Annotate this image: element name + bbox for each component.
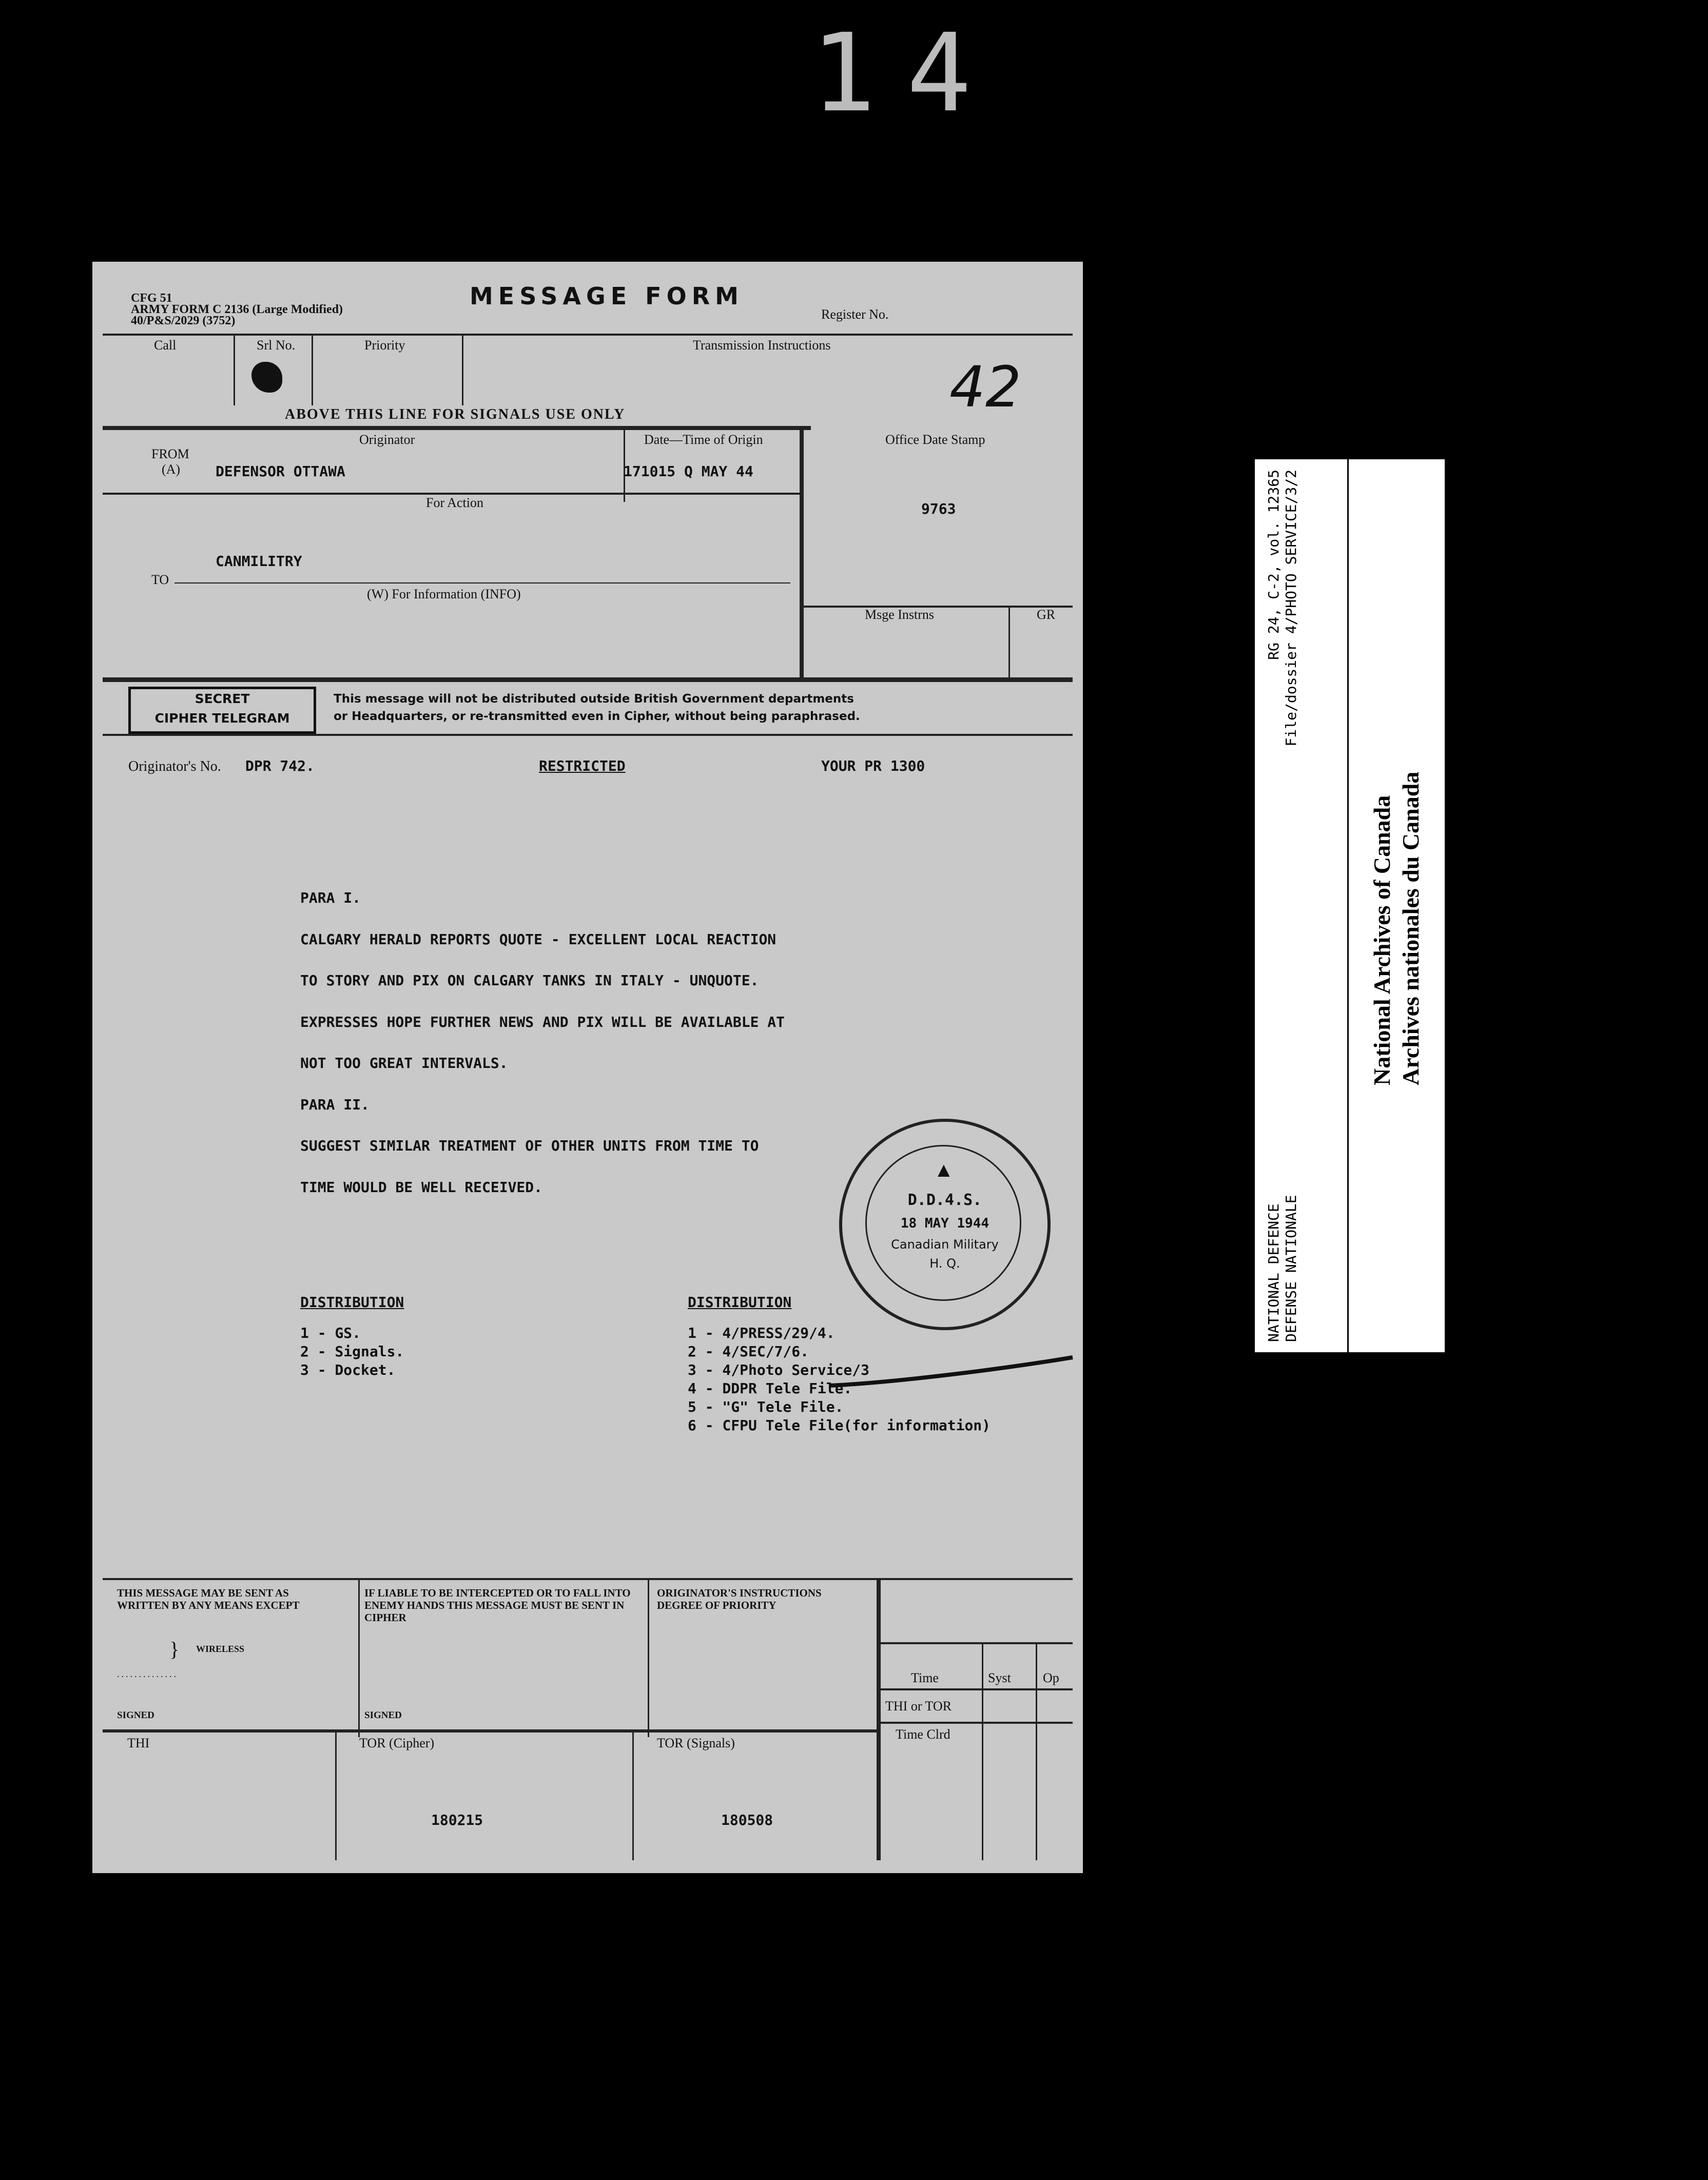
distribution-item: 3 - 4/Photo Service/3 [688,1361,870,1378]
message-line: CALGARY HERALD REPORTS QUOTE - EXCELLENT LOCAL REACTION [300,930,777,948]
divider [335,1732,337,1860]
divider [802,606,1073,608]
originators-no-label: Originator's No. [128,758,221,774]
time-label: Time [911,1670,939,1685]
reference-column [1255,459,1345,1352]
gr-label: GR [1037,607,1056,622]
divider [103,426,811,430]
form-code: ARMY FORM C 2136 (Large Modified) [131,303,343,316]
signed-label: SIGNED [117,1710,154,1721]
divider [358,1578,360,1737]
notice-line: or Headquarters, or re-transmitted even in Cipher, without being paraphrased. [334,710,860,723]
tor-cipher-value: 180215 [431,1812,483,1828]
divider [1008,606,1010,680]
divider [103,334,1073,336]
divider [648,1578,649,1737]
message-form-page [92,262,1083,1873]
archives-text [1368,470,1425,1085]
transmission-label: Transmission Instructions [693,338,831,353]
time-clrd-label: Time Clrd [896,1727,950,1742]
divider [878,1722,1073,1724]
ref-line: File/dossier 4/PHOTO SERVICE/3/2 [1283,470,1299,747]
cipher-telegram-label: CIPHER TELEGRAM [154,711,290,726]
distribution-heading: DISTRIBUTION [688,1294,792,1311]
divider [103,493,801,495]
stamp-org: D.D.4.S. [907,1191,982,1209]
form-codes [131,293,343,326]
secret-cipher-box [128,687,316,734]
dotted-line: .............. [117,1669,178,1679]
divider [103,677,1073,682]
divider [234,334,235,405]
stamp-date: 18 MAY 1944 [900,1216,989,1231]
info-label: (W) For Information (INFO) [367,587,521,601]
distribution-item: 1 - 4/PRESS/29/4. [688,1325,835,1341]
register-no-label: Register No. [821,307,889,322]
distribution-heading: DISTRIBUTION [300,1294,404,1311]
archives-en: National Archives of Canada [1369,795,1395,1085]
archives-column [1350,459,1445,1352]
originator-instructions: ORIGINATOR'S INSTRUCTIONS DEGREE OF PRIORITY [657,1587,822,1611]
form-title: MESSAGE FORM [470,282,744,310]
message-line: TO STORY AND PIX ON CALGARY TANKS IN ITALY - UNQUOTE. [300,972,759,989]
divider [103,1578,1073,1580]
divider [174,582,790,583]
distribution-left [300,1293,404,1379]
defence-fr: DEFENSE NATIONALE [1283,1195,1299,1342]
distribution-item: 2 - 4/SEC/7/6. [688,1343,809,1360]
ink-blot [251,362,282,393]
for-action-label: For Action [426,495,483,510]
date-time-value: 171015 Q MAY 44 [624,463,753,480]
archive-label [1255,459,1445,1352]
divider [1036,1642,1037,1860]
archives-fr: Archives nationales du Canada [1398,771,1424,1085]
thi-label: THI [127,1736,150,1750]
thi-or-tor-label: THI or TOR [885,1699,952,1714]
stamp-line: Canadian Military [891,1237,999,1252]
from-label: FROM [151,446,189,461]
office-stamp-value: 9763 [921,500,956,517]
divider [462,334,463,405]
originator-label: Originator [359,432,415,447]
notice-line: This message will not be distributed outside British Government departments [334,692,854,706]
to-label: TO [151,572,169,587]
to-value: CANMILITRY [216,553,302,570]
wireless-label: WIRELESS [196,1644,245,1654]
stamp-line: H. Q. [929,1256,960,1271]
priority-label: Priority [364,338,405,353]
msge-instrns-label: Msge Instrns [865,607,935,622]
op-label: Op [1043,1670,1059,1685]
distribution-item: 5 - "G" Tele File. [688,1398,844,1415]
distribution-item: 2 - Signals. [300,1343,404,1360]
date-time-label: Date—Time of Origin [644,432,763,447]
message-line: TIME WOULD BE WELL RECEIVED. [300,1178,543,1196]
divider [878,1642,1073,1644]
office-stamp-label: Office Date Stamp [885,432,985,447]
signals-use-line: ABOVE THIS LINE FOR SIGNALS USE ONLY [285,406,626,422]
your-reference: YOUR PR 1300 [821,757,925,774]
message-line: NOT TOO GREAT INTERVALS. [300,1055,508,1072]
frame-number: 14 [811,10,1002,136]
distribution-item: 1 - GS. [300,1325,361,1341]
ref-line: RG 24, C-2, vol. 12365 [1265,470,1282,660]
classification: RESTRICTED [539,757,626,774]
reference-row [1283,470,1300,1342]
divider [632,1732,634,1860]
tor-cipher-label: TOR (Cipher) [359,1736,435,1750]
secret-label: SECRET [195,691,250,706]
divider [312,334,313,405]
stamp-arrow-icon: ▲ [934,1158,954,1181]
distribution-item: 3 - Docket. [300,1361,396,1378]
originators-no-value: DPR 742. [245,757,315,774]
message-line: PARA II. [300,1096,370,1113]
distribution-item: 6 - CFPU Tele File(for information) [688,1417,991,1434]
pen-stroke [826,1347,1083,1393]
divider [103,734,1073,736]
defence-en: NATIONAL DEFENCE [1265,1203,1282,1342]
form-code: 40/P&S/2029 (3752) [131,314,236,327]
srl-no-label: Srl No. [257,338,296,353]
message-line: EXPRESSES HOPE FURTHER NEWS AND PIX WILL BE AVAILABLE AT [300,1013,785,1030]
divider [877,1578,881,1860]
divider [800,426,804,682]
divider [103,1729,878,1733]
from-code: (A) [162,462,181,477]
divider [1347,459,1349,1352]
secret-notice [334,690,860,725]
call-label: Call [154,338,177,353]
message-line: SUGGEST SIMILAR TREATMENT OF OTHER UNITS FROM TIME TO [300,1137,759,1154]
reference-text [1265,470,1300,1342]
divider [878,1688,1073,1690]
syst-label: Syst [988,1670,1011,1685]
handwritten-number: 42 [949,354,1021,420]
message-line: PARA I. [300,889,361,906]
reference-row [1265,470,1283,1342]
distribution-item: 4 - DDPR Tele File. [688,1380,852,1397]
tor-signals-value: 180508 [721,1812,773,1828]
may-be-sent-note: THIS MESSAGE MAY BE SENT AS WRITTEN BY ANY MEANS EXCEPT [117,1587,300,1611]
from-value: DEFENSOR OTTAWA [216,463,345,480]
divider [982,1642,983,1860]
brace-icon: } [169,1638,180,1661]
message-body [300,878,785,1208]
if-liable-note: IF LIABLE TO BE INTERCEPTED OR TO FALL INTO ENEMY HANDS THIS MESSAGE MUST BE SENT IN CIPHER [364,1587,631,1624]
form-code: CFG 51 [131,291,172,305]
signed-label: SIGNED [364,1710,402,1721]
tor-signals-label: TOR (Signals) [657,1736,735,1750]
